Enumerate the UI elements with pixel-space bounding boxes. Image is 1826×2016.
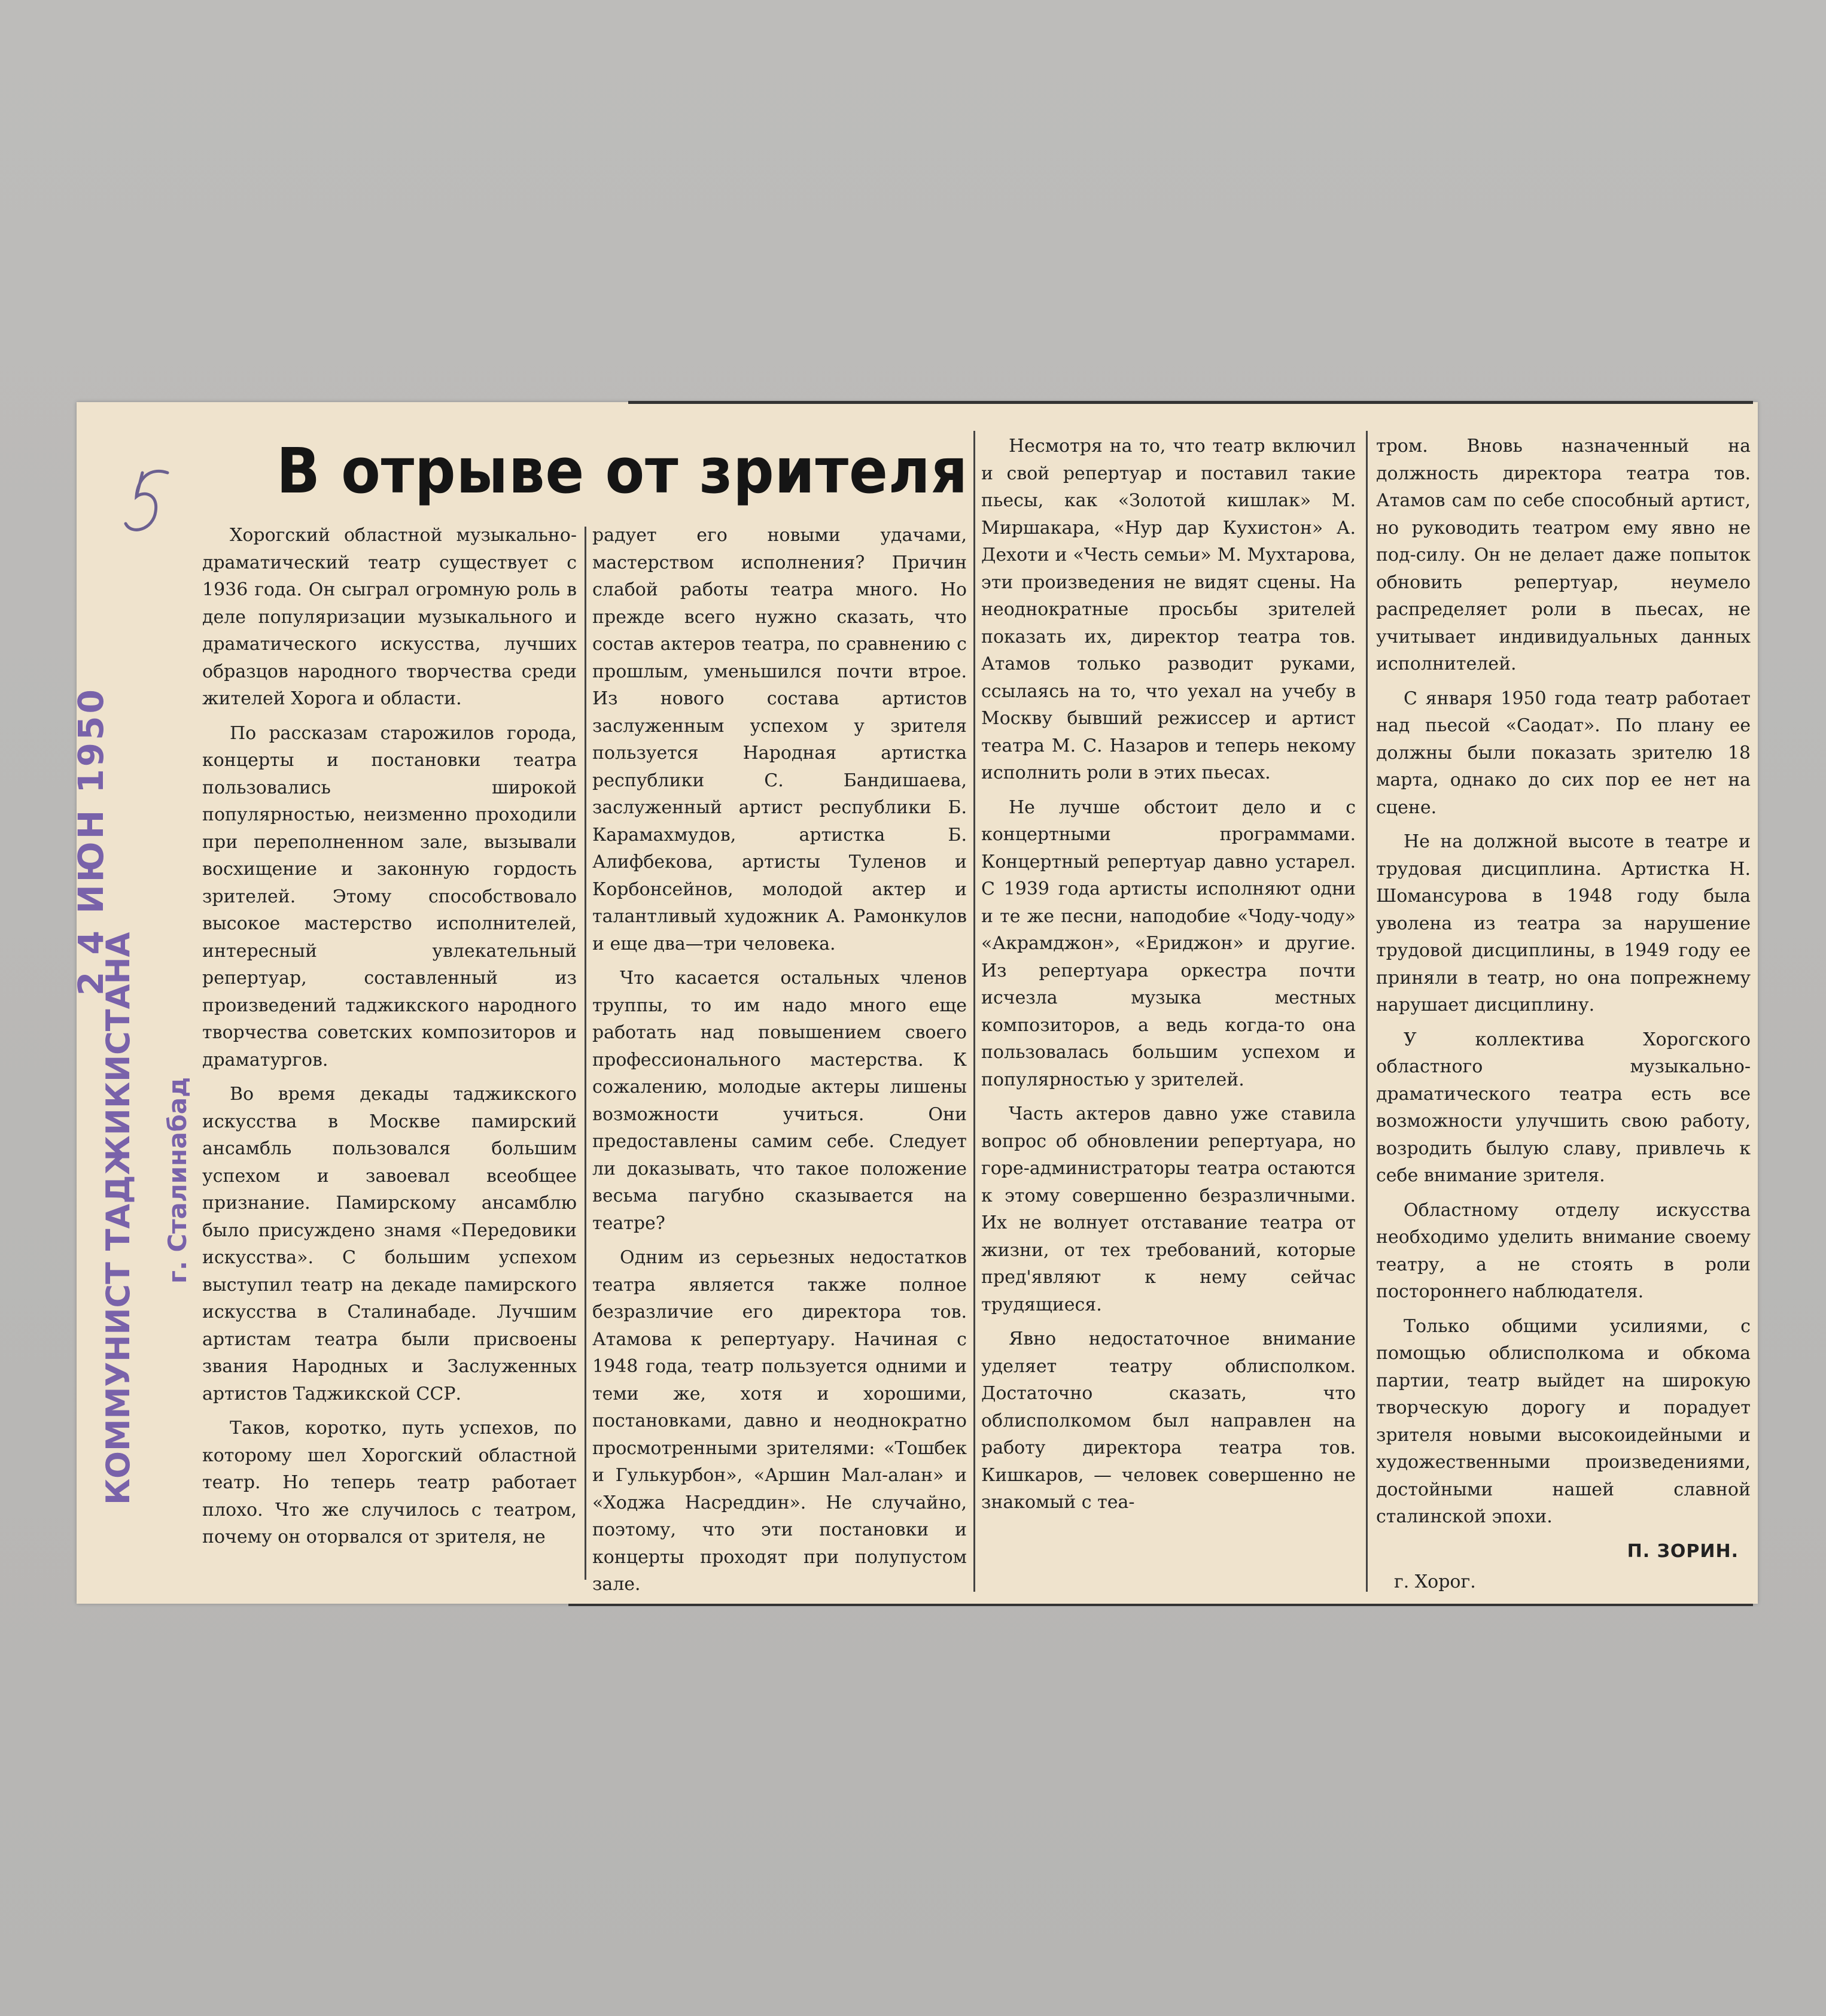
article-headline: В отрыве от зрителя [276, 434, 969, 507]
paragraph: С января 1950 года театр работает над пьесой «Саодат». По плану ее должны были показать зрителю 18 марта, однако до сих пор ее нет на сцене. [1376, 688, 1751, 818]
paragraph: Таков, коротко, путь успехов, по которому шел Хорогский областной театр. Но теперь театр работает плохо. Что же случилось с театром, почему он оторвался от зрителя, не [202, 1418, 577, 1547]
paragraph: Не на должной высоте в театре и трудовая дисциплина. Артистка Н. Шомансурова в 1948 году была уволена из театра за нарушение трудовой дисциплины, в 1949 году ее приняли в театр, но она попрежнему нарушает дисциплину. [1376, 831, 1751, 1015]
paragraph: Явно недостаточное внимание уделяет театру облисполком. Достаточно сказать, что облисполкомом был направлен на работу директора театра тов. Кишкаров, — человек совершенно не знакомый с теа- [981, 1328, 1356, 1513]
author-signature: П. ЗОРИН. [1627, 1540, 1739, 1562]
dateline-place: г. Хорог. [1394, 1571, 1476, 1592]
column-rule [973, 431, 975, 1592]
newspaper-stamp: КОММУНИСТ ТАДЖИКИСТАНА [99, 932, 137, 1505]
paragraph: Несмотря на то, что театр включил и свой репертуар и поставил такие пьесы, как «Золотой кишлак» М. Миршакара, «Нур дар Кухистон» А. Дехоти и «Честь семьи» М. Мухтарова, эти произведения не видят сцены. На неоднократные просьбы зрителей показать их, директор театра тов. Атамов только разводит руками, ссылаясь на то, что уехал на учебу в Москву бывший режиссер и артист театра М. С. Назаров и теперь некому исполнить роли в этих пьесах. [981, 436, 1356, 783]
paragraph: Только общими усилиями, с помощью облисполкома и обкома партии, театр выйдет на широкую творческую дорогу и порадует зрителя новыми высокоидейными и художественными произведениями, достойными нашей славной сталинской эпохи. [1376, 1315, 1751, 1527]
column-rule [1366, 431, 1368, 1592]
column-rule [585, 527, 586, 1580]
article-column-4 [1376, 433, 1751, 1596]
article-column-2 [592, 522, 967, 1605]
paragraph: тром. Вновь назначенный на должность директора театра тов. Атамов сам по себе способный артист, но руководить театром ему явно не под-силу. Он не делает даже попыток обновить репертуар, неумело распределяет роли в пьесах, не учитывает индивидуальных данных исполнителей. [1376, 436, 1751, 674]
paragraph: Областному отделу искусства необходимо уделить внимание своему театру, а не стоять в роли постороннего наблюдателя. [1376, 1199, 1751, 1302]
city-stamp: г. Сталинабад [163, 1077, 192, 1284]
paragraph: У коллектива Хорогского областного музыкально-драматического театра есть все возможности улучшить свою работу, возродить былую славу, привлечь к себе внимание зрителя. [1376, 1029, 1751, 1186]
paragraph: Во время декады таджикского искусства в Москве памирский ансамбль пользовался большим успехом и завоевал всеобщее признание. Памирскому ансамблю было присуждено знамя «Передовики искусства». С большим успехом выступил театр на декаде памирского искусства в Сталинабаде. Лучшим артистам театра были присвоены звания Народных и Заслуженных артистов Таджикской ССР. [202, 1084, 577, 1404]
paragraph: Часть актеров давно уже ставила вопрос об обновлении репертуара, но горе-администраторы театра остаются к этому совершенно безразличными. Их не волнует отставание театра от жизни, от тех требований, которые пред'являют к нему сейчас трудящиеся. [981, 1103, 1356, 1315]
paragraph: радует его новыми удачами, мастерством исполнения? Причин слабой работы театра много. Но прежде всего нужно сказать, что состав актеров театра, по сравнению с прошлым, уменьшился почти втрое. Из нового состава артистов заслуженным успехом у зрителя пользуется Народная артистка республики С. Бандишаева, заслуженный артист республики Б. Карамахмудов, артистка Б. Алифбекова, артисты Туленов и Корбонсейнов, молодой актер и талантливый художник А. Рамонкулов и еще два—три человека. [592, 525, 967, 954]
article-column-3 [981, 433, 1356, 1524]
paragraph: Хорогский областной музыкально-драматический театр существует с 1936 года. Он сыграл огромную роль в деле популяризации музыкального и драматического искусства, лучших образцов народного творчества среди жителей Хорога и области. [202, 525, 577, 709]
top-rule [628, 401, 1753, 404]
paragraph: Не лучше обстоит дело и с концертными программами. Концертный репертуар давно устарел. С 1939 года артисты исполняют одни и те же песни, наподобие «Чоду-чоду» «Акрамджон», «Ериджон» и другие. Из репертуара оркестра почти исчезла музыка местных композиторов, а ведь когда-то она пользовалась большим успехом и популярностью у зрителей. [981, 796, 1356, 1090]
date-stamp: 2 4 ИЮН 1950 [71, 687, 111, 996]
paragraph: Одним из серьезных недостатков театра является также полное безразличие его директора тов. Атамова к репертуару. Начиная с 1948 года, театр пользуется одними и теми же, хотя и хорошими, постановками, давно и неоднократно просмотренными зрителями: «Тошбек и Гулькурбон», «Аршин Мал-алан» и «Ходжа Насреддин». Не случайно, поэтому, что эти постановки и концерты проходят при полупустом зале. [592, 1247, 967, 1595]
paragraph: Что касается остальных членов труппы, то им надо много еще работать над повышением своего профессионального мастерства. К сожалению, молодые актеры лишены возможности учиться. Они предоставлены самим себе. Следует ли доказывать, что такое положение весьма пагубно сказывается на театре? [592, 968, 967, 1234]
paragraph: По рассказам старожилов города, концерты и постановки театра пользовались широкой популярностью, неизменно проходили при переполненном зале, вызывали восхищение и законную гордость зрителей. Этому способствовало высокое мастерство исполнителей, интересный увлекательный репертуар, составленный из произведений таджикского народного творчества советских композиторов и драматургов. [202, 722, 577, 1071]
pencil-mark-icon [108, 461, 179, 580]
article-column-1 [202, 522, 577, 1558]
